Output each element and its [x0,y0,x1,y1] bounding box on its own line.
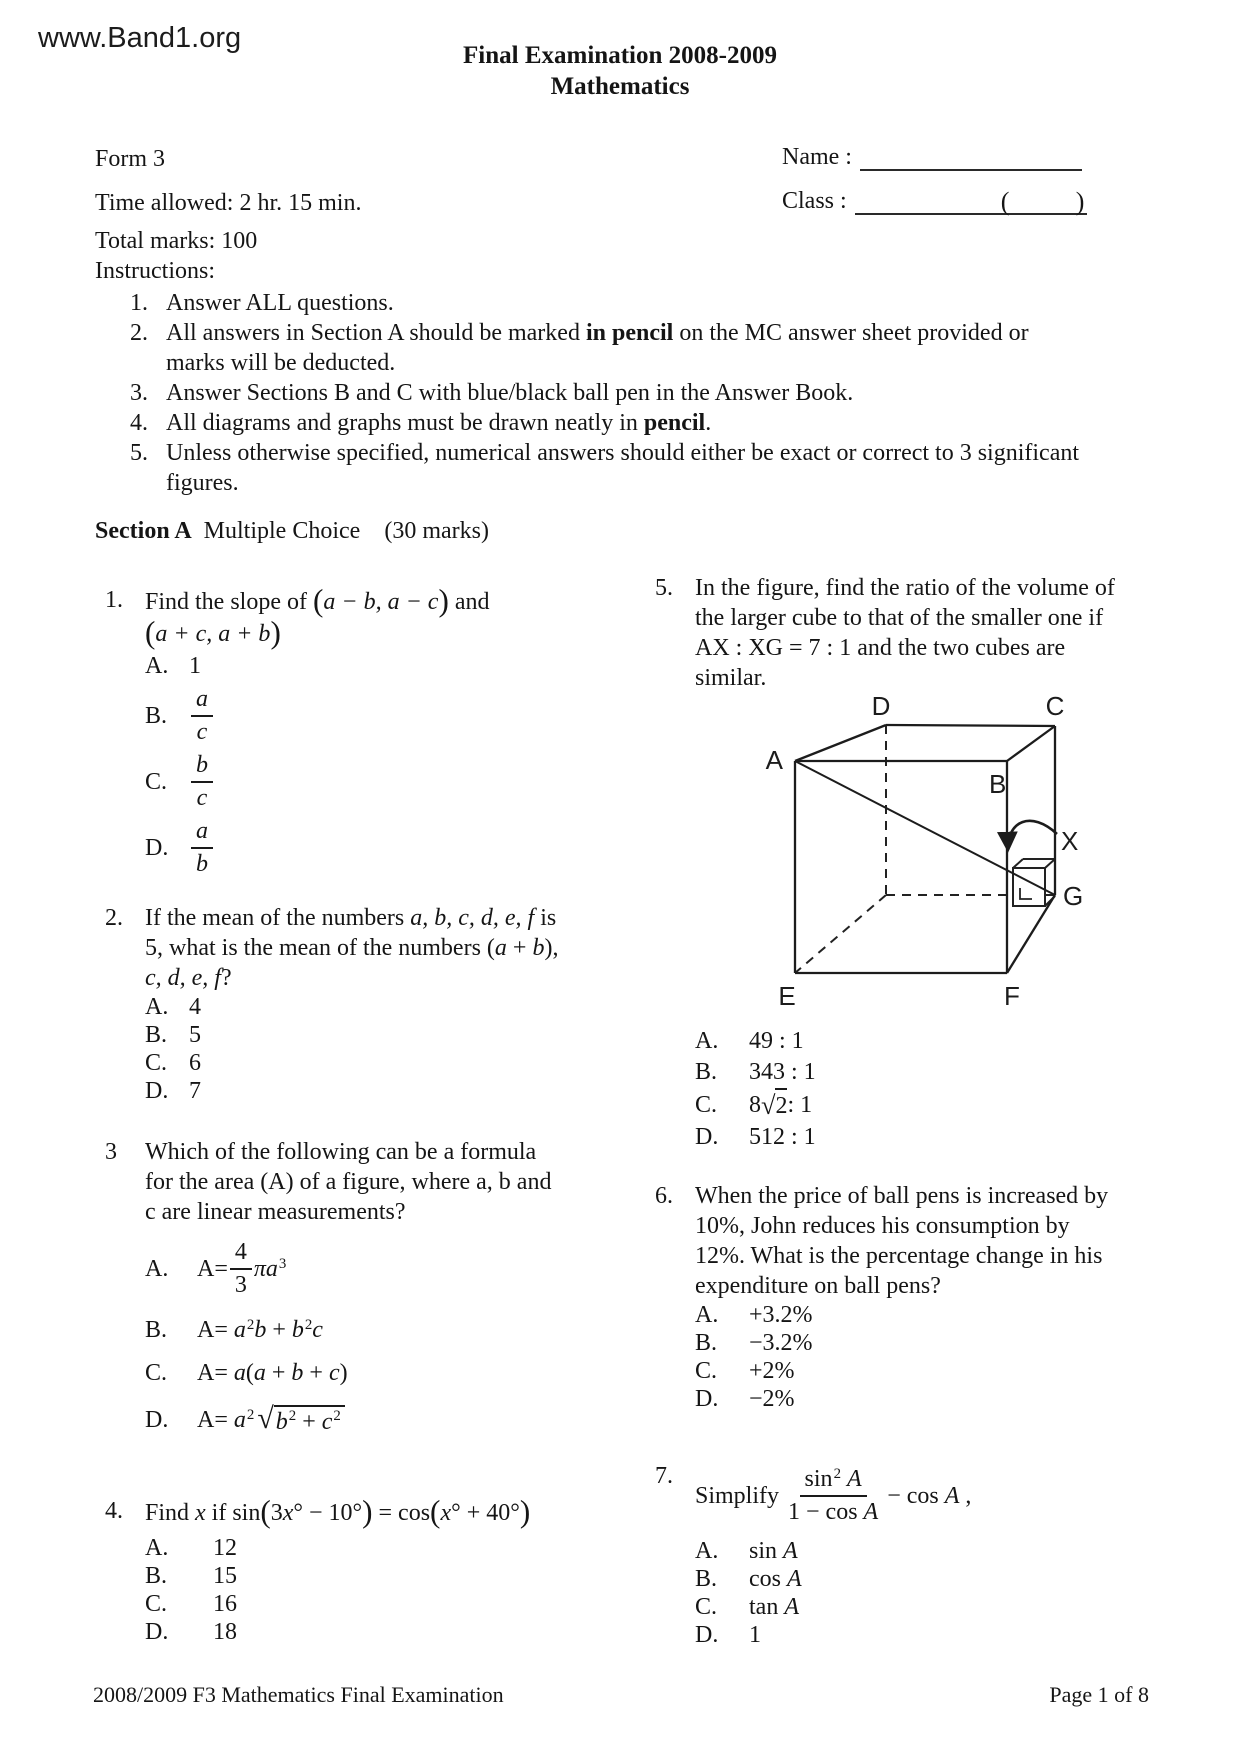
question-6 [655,1181,1185,1413]
section-a-marks: (30 marks) [384,518,489,544]
section-a-title: Section A [95,518,192,544]
option-label: C. [695,1091,718,1118]
question-number: 2. [105,905,123,931]
option-row [145,751,620,813]
page-footer [93,1682,1149,1708]
option-row [695,1329,1185,1357]
option-row [695,1537,1185,1565]
section-a-heading [95,518,489,545]
option-row [145,1358,620,1388]
option-value: 15 [213,1563,237,1589]
option-formula: $A= a^2b + b^2c$ [197,1316,323,1343]
option-row [145,1237,620,1301]
option-label: A. [695,1028,719,1054]
option-formula: A= a(a + b + c) [197,1360,348,1386]
simplify-label: Simplify [695,1483,780,1509]
option-label: D. [145,835,169,861]
fraction: $\frac{4}{3}$ [230,1239,252,1299]
question-number: 4. [105,1498,123,1524]
option-value: 1 [189,653,201,679]
option-label: D. [695,1622,719,1648]
name-field [782,143,1082,171]
question-stem: If the mean of the numbers a, b, c, d, e, f is [145,905,557,931]
vertex-label-c: C [1045,693,1065,721]
exam-title: Final Examination 2008-2009 [463,42,777,69]
class-field-line [855,187,1087,215]
instruction-text: Answer Sections B and C with blue/black ball pen in the Answer Book. [166,380,854,406]
instruction-item [130,378,1085,408]
option-value: +2% [749,1358,795,1384]
vertex-label-e: E [778,981,796,1011]
question-stem: Simplify $\frac{\sin^2 A}{\text{1 − cos A}}$ − cos A , [695,1465,972,1525]
option-label: C. [145,1360,168,1386]
total-marks-label: Total marks: 100 [95,228,258,254]
option-row [695,1621,1185,1649]
option-row [145,1590,620,1618]
x-pointer-arrow-icon [1008,821,1057,850]
option-row [695,1088,1185,1122]
vertex-label-d: D [871,693,891,721]
option-value: 6 [189,1050,201,1076]
option-row [695,1301,1185,1329]
question-stem: When the price of ball pens is increased by [695,1183,1109,1209]
instruction-item [130,318,1085,378]
option-value: sin A [749,1538,798,1564]
instruction-item [130,438,1085,498]
option-value: 343 : 1 [749,1059,816,1085]
exam-subject: Mathematics [550,73,690,100]
option-label: B. [695,1330,718,1356]
option-label: B. [145,703,168,729]
option-row [695,1122,1185,1153]
question-stem: In the figure, find the ratio of the volume of [695,575,1115,601]
instruction-text: All answers in Section A should be marked in pencil on the MC answer sheet provided or marks will be deducted. [166,320,1029,376]
option-label: B. [695,1566,718,1592]
class-field-label: Class : [782,188,847,214]
question-5 [655,573,1185,1153]
name-field-line [860,143,1082,171]
fraction: $\frac{a}{c}$ [191,686,213,746]
option-row [145,1021,620,1049]
question-stem: 10%, John reduces his consumption by [695,1213,1070,1239]
instruction-item [130,288,1085,318]
option-label: A. [695,1538,719,1564]
class-paren-open: ( [1000,187,1010,216]
question-number: 3 [105,1139,117,1165]
site-watermark: www.Band1.org [38,22,242,54]
question-stem: the larger cube to that of the smaller one if [695,605,1104,631]
instruction-text: Answer ALL questions. [166,290,394,316]
option-label: A. [145,653,169,679]
class-field [782,187,1087,215]
option-row [145,993,620,1021]
instruction-text: All diagrams and graphs must be drawn neatly in pencil. [166,410,712,436]
option-label: C. [145,769,168,795]
name-field-label: Name : [782,144,852,170]
footer-page-number: Page 1 of 8 [1049,1682,1149,1707]
option-row [145,685,620,747]
footer-document-title: 2008/2009 F3 Mathematics Final Examination [93,1682,504,1707]
vertex-label-g: G [1063,881,1084,911]
option-label: A. [145,1256,169,1282]
vertex-label-a: A [765,745,783,775]
option-row [145,651,620,681]
option-value: −2% [749,1386,795,1412]
question-stem: Find the slope of (a − b, a − c) and [145,583,490,618]
question-stem: 12%. What is the percentage change in his [695,1243,1103,1269]
option-value: +3.2% [749,1302,813,1328]
cube-figure [695,693,1100,1011]
option-row [145,817,620,879]
left-column [105,585,620,1646]
question-stem: expenditure on ball pens? [695,1273,941,1299]
instruction-number: 3. [130,380,148,406]
option-value: 512 : 1 [749,1124,816,1150]
instruction-item [130,408,1085,438]
form-level-label: Form 3 [95,146,166,172]
fraction: $\frac{\sin^2 A}{\text{1 − cos A}}$ [788,1465,879,1525]
question-number: 7. [655,1463,673,1489]
option-row [145,1400,620,1440]
option-value: 16 [213,1591,237,1617]
option-label: D. [695,1124,719,1150]
option-label: C. [695,1594,718,1620]
vertex-label-b: B [989,769,1007,799]
diagonal-ag [795,761,1055,895]
option-value: −3.2% [749,1330,813,1356]
question-1 [105,585,620,879]
option-row [145,1562,620,1590]
question-number: 1. [105,587,123,613]
option-formula: A= $\frac{4}{3}$ $\pi a^3$ [197,1239,287,1298]
instructions-heading: Instructions: [95,258,215,284]
instruction-number: 2. [130,320,148,346]
question-2 [105,903,620,1105]
class-paren-close: ) [1075,187,1085,216]
option-label: A. [145,1535,169,1561]
small-cube [1013,859,1055,906]
question-7 [655,1461,1185,1649]
option-label: C. [145,1050,168,1076]
option-label: B. [145,1317,168,1343]
option-value: 1 [749,1622,761,1648]
option-value: 4 [189,994,201,1020]
option-label: B. [145,1022,168,1048]
option-label: D. [695,1386,719,1412]
instruction-text: Unless otherwise specified, numerical answers should either be exact or correct to 3 significant figures. [166,440,1080,496]
question-stem: c, d, e, f? [145,965,232,991]
question-stem: (a + c, a + b) [145,615,281,650]
option-value: 18 [213,1619,237,1645]
question-number: 6. [655,1183,673,1209]
exam-title-block [0,40,1240,102]
option-label: B. [695,1059,718,1085]
point-label-x: X [1061,826,1079,856]
section-a-subtitle: Multiple Choice [203,518,361,544]
option-row [145,1534,620,1562]
option-value: 49 : 1 [749,1028,804,1054]
option-row [695,1026,1185,1057]
option-label: B. [145,1563,168,1589]
question-stem: AX : XG = 7 : 1 and the two cubes are [695,635,1066,661]
question-stem: for the area (A) of a figure, where a, b and [145,1169,552,1195]
question-stem: Which of the following can be a formula [145,1139,537,1165]
option-label: C. [695,1358,718,1384]
option-label: A. [145,994,169,1020]
question-number: 5. [655,575,673,601]
radical: √ $b^2 + c^2$ [257,1405,345,1436]
question-stem: c are linear measurements? [145,1199,406,1225]
instruction-number: 4. [130,410,148,436]
option-row [145,1618,620,1646]
option-row [145,1315,620,1345]
vertex-label-f: F [1004,981,1020,1011]
option-value: 12 [213,1535,237,1561]
option-formula: $A= a^2$ √ $b^2 + c^2$ [197,1405,345,1436]
instruction-number: 1. [130,290,148,316]
option-row [695,1593,1185,1621]
instructions-list [130,288,1085,498]
question-stem: Find x if sin(3x° − 10°) = cos(x° + 40°) [145,1494,531,1529]
option-value: 7 [189,1078,201,1104]
option-label: D. [145,1407,169,1433]
option-value: 8 √ 2 : 1 [749,1088,812,1122]
instruction-number: 5. [130,440,148,466]
right-column [655,573,1185,1649]
option-row [145,1077,620,1105]
time-allowed-label: Time allowed: 2 hr. 15 min. [95,190,362,216]
option-label: D. [145,1078,169,1104]
option-row [695,1057,1185,1088]
fraction: $\frac{a}{b}$ [191,818,213,878]
option-row [695,1357,1185,1385]
option-value: tan A [749,1594,799,1620]
option-label: A. [695,1302,719,1328]
option-row [695,1565,1185,1593]
option-value: 5 [189,1022,201,1048]
option-label: D. [145,1619,169,1645]
question-4 [105,1496,620,1646]
question-stem: 5, what is the mean of the numbers (a + b), [145,935,559,961]
fraction: $\frac{b}{c}$ [191,752,213,812]
question-3 [105,1137,620,1440]
option-value: cos A [749,1566,802,1592]
question-stem: similar. [695,665,767,691]
option-label: C. [145,1591,168,1617]
option-row [145,1049,620,1077]
option-row [695,1385,1185,1413]
